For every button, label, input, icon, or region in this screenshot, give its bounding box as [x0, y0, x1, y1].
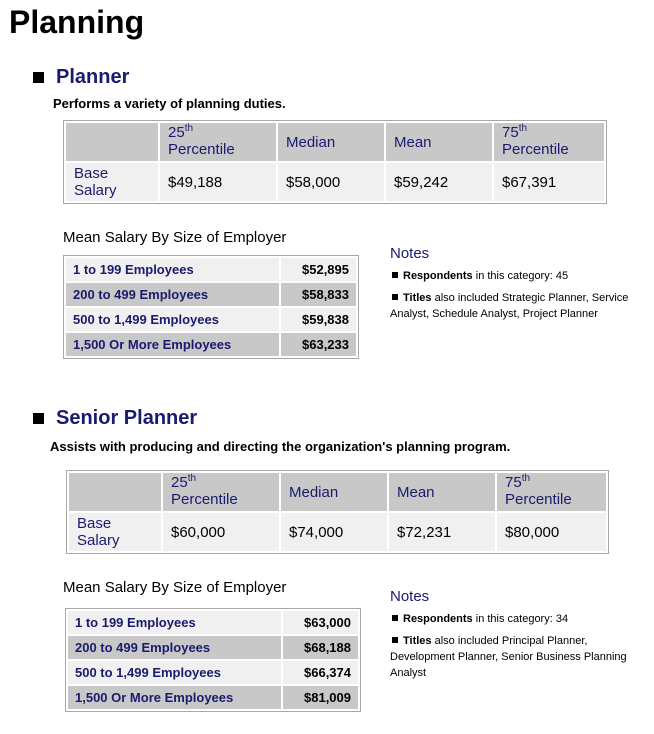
empty-header-cell	[69, 473, 161, 511]
mean-value: $72,231	[389, 513, 495, 551]
square-bullet-icon	[33, 72, 44, 83]
p75-header: 75th Percentile	[497, 473, 606, 511]
median-header: Median	[281, 473, 387, 511]
size-value: $59,838	[281, 308, 356, 331]
titles-note: Titles also included Strategic Planner, Service Analyst, Schedule Analyst, Project Planner	[390, 292, 629, 320]
size-label: 1,500 Or More Employees	[66, 333, 279, 356]
square-bullet-icon	[392, 615, 398, 621]
notes-panel	[390, 245, 630, 328]
size-value: $66,374	[283, 661, 358, 684]
size-value: $63,000	[283, 611, 358, 634]
table-row	[68, 636, 358, 659]
p75-value: $67,391	[494, 163, 604, 201]
size-label: 1,500 Or More Employees	[68, 686, 281, 709]
p25-value: $49,188	[160, 163, 276, 201]
square-bullet-icon	[392, 637, 398, 643]
size-value: $52,895	[281, 258, 356, 281]
p75-header: 75th Percentile	[494, 123, 604, 161]
section-title: Planner	[56, 66, 130, 88]
titles-note: Titles also included Principal Planner, Development Planner, Senior Business Planning Analyst	[390, 635, 627, 679]
employer-size-table	[63, 255, 359, 359]
table-row	[66, 308, 356, 331]
respondents-note: Respondents in this category: 45	[390, 268, 630, 284]
empty-header-cell	[66, 123, 158, 161]
notes-title: Notes	[390, 245, 430, 262]
respondents-note: Respondents in this category: 34	[390, 611, 630, 627]
size-label: 1 to 199 Employees	[66, 258, 279, 281]
size-value: $58,833	[281, 283, 356, 306]
square-bullet-icon	[392, 294, 398, 300]
size-label: 200 to 499 Employees	[66, 283, 279, 306]
section-header	[33, 66, 129, 89]
size-label: 500 to 1,499 Employees	[66, 308, 279, 331]
salary-stats-table	[66, 470, 609, 554]
table-header-row	[69, 473, 606, 511]
employer-size-table	[65, 608, 361, 712]
size-label: 500 to 1,499 Employees	[68, 661, 281, 684]
base-salary-label: Base Salary	[69, 513, 161, 551]
table-row	[66, 283, 356, 306]
median-value: $58,000	[278, 163, 384, 201]
section-title: Senior Planner	[56, 407, 198, 429]
table-row	[66, 333, 356, 356]
p25-value: $60,000	[163, 513, 279, 551]
mean-header: Mean	[389, 473, 495, 511]
notes-panel	[390, 588, 630, 687]
salary-stats-table	[63, 120, 607, 204]
mean-value: $59,242	[386, 163, 492, 201]
table-row	[68, 661, 358, 684]
square-bullet-icon	[33, 413, 44, 424]
notes-title: Notes	[390, 588, 430, 605]
median-value: $74,000	[281, 513, 387, 551]
page-title: Planning	[9, 4, 145, 40]
size-label: 1 to 199 Employees	[68, 611, 281, 634]
median-header: Median	[278, 123, 384, 161]
table-row	[66, 258, 356, 281]
table-row	[66, 163, 604, 201]
size-value: $63,233	[281, 333, 356, 356]
base-salary-label: Base Salary	[66, 163, 158, 201]
section-description: Performs a variety of planning duties.	[53, 96, 286, 111]
size-label: 200 to 499 Employees	[68, 636, 281, 659]
table-row	[69, 513, 606, 551]
table-row	[68, 611, 358, 634]
mean-salary-title: Mean Salary By Size of Employer	[63, 579, 287, 596]
p25-header: 25th Percentile	[160, 123, 276, 161]
p25-header: 25th Percentile	[163, 473, 279, 511]
size-value: $68,188	[283, 636, 358, 659]
table-header-row	[66, 123, 604, 161]
square-bullet-icon	[392, 272, 398, 278]
table-row	[68, 686, 358, 709]
section-description: Assists with producing and directing the organization's planning program.	[50, 439, 511, 454]
section-header	[33, 407, 197, 430]
p75-value: $80,000	[497, 513, 606, 551]
size-value: $81,009	[283, 686, 358, 709]
mean-header: Mean	[386, 123, 492, 161]
mean-salary-title: Mean Salary By Size of Employer	[63, 229, 287, 246]
